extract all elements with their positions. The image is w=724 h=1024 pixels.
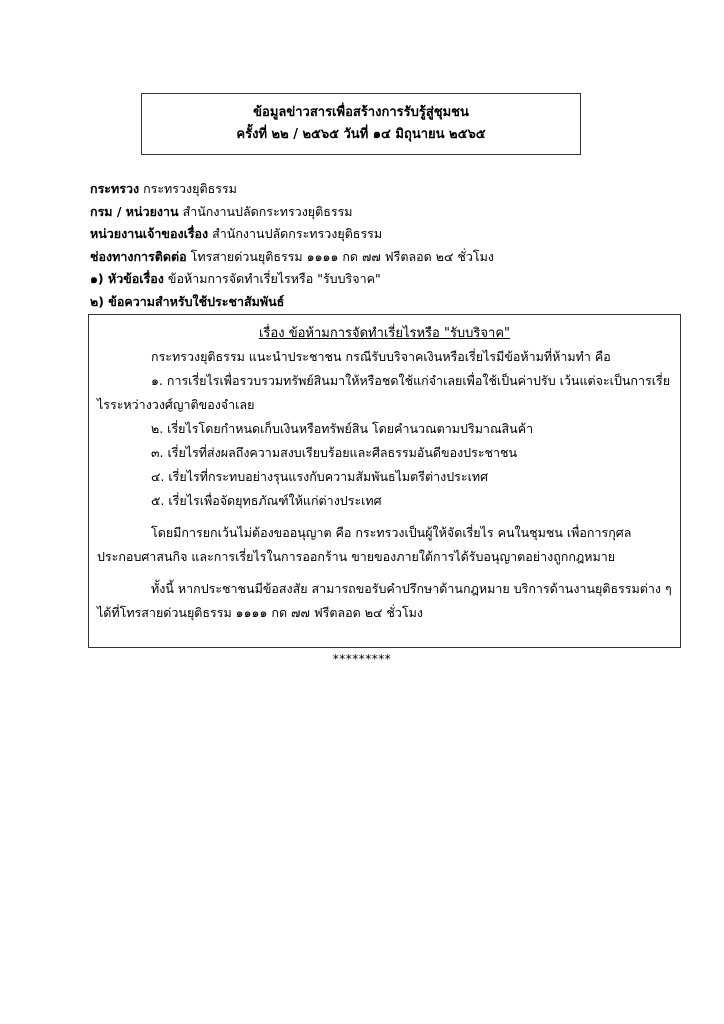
- topic-label: ๑) หัวข้อเรื่อง: [90, 271, 164, 286]
- header-title: ข้อมูลข่าวสารเพื่อสร้างการรับรู้สู่ชุมชน: [253, 105, 469, 120]
- department-value: สำนักงานปลัดกระทรวงยุติธรรม: [182, 203, 353, 219]
- header-issue-date: ครั้งที่ ๒๒ / ๒๕๖๕ วันที่ ๑๔ มิถุนายน ๒๕๖๕: [236, 127, 486, 142]
- content-intro: กระทรวงยุติธรรม แนะนำประชาชน กรณีรับบริจาคเงินหรือเรี่ยไรมีข้อห้ามที่ห้ามทำ คือ: [151, 349, 611, 364]
- content-item-3: ๓. เรี่ยไรที่ส่งผลถึงความสงบเรียบร้อยและศีลธรรมอันดีของประชาชน: [151, 445, 518, 460]
- content-title: เรื่อง ข้อห้ามการจัดทำเรี่ยไรหรือ "รับบริจาค": [258, 326, 511, 341]
- meta-pr: [90, 291, 690, 314]
- ministry-value: กระทรวงยุติธรรม: [143, 181, 237, 196]
- meta-ministry: [90, 178, 690, 201]
- pr-label: ๒) ข้อความสำหรับใช้ประชาสัมพันธ์: [90, 293, 285, 309]
- header-box: [141, 93, 581, 155]
- content-item-4: ๔. เรี่ยไรที่กระทบอย่างรุนแรงกับความสัมพันธไมตรีต่างประเทศ: [151, 469, 489, 484]
- meta-topic: [90, 268, 690, 291]
- content-exception: โดยมีการยกเว้นไม่ต้องขออนุญาต คือ กระทรวงเป็นผู้ให้จัดเรี่ยไร คนในชุมชน เพื่อการกุศลประกอบศาสนกิจ และการเรี่ยไรในการออกร้าน ขายของภายใต้การได้รับอนุญาตอย่างถูกกฎหมาย: [97, 525, 632, 564]
- department-label: กรม / หน่วยงาน: [90, 203, 179, 219]
- topic-value: ข้อห้ามการจัดทำเรี่ยไรหรือ "รับบริจาค": [167, 271, 381, 286]
- ministry-label: กระทรวง: [90, 181, 140, 196]
- owner-label: หน่วยงานเจ้าของเรื่อง: [90, 226, 209, 241]
- contact-value: โทรสายด่วนยุติธรรม ๑๑๑๑ กด ๗๗ ฟรีตลอด ๒๔ ชั่วโมง: [190, 248, 494, 264]
- content-closing: ทั้งนี้ หากประชาชนมีข้อสงสัย สามารถขอรับคำปรึกษาด้านกฎหมาย บริการด้านงานยุติธรรมต่าง ๆ ได้ที่โทรสายด่วนยุติธรรม ๑๑๑๑ กด ๗๗ ฟรีตลอด ๒๔ ชั่วโมง: [97, 581, 672, 620]
- content-item-5: ๕. เรี่ยไรเพื่อจัดยุทธภัณฑ์ให้แก่ต่างประเทศ: [151, 493, 382, 508]
- meta-section: [90, 178, 690, 313]
- pr-content-box: [88, 314, 681, 648]
- meta-owner: [90, 223, 690, 246]
- end-marker: *********: [332, 652, 392, 666]
- content-item-1: ๑. การเรี่ยไรเพื่อรวบรวมทรัพย์สินมาให้หรือชดใช้แก่จำเลยเพื่อใช้เป็นค่าปรับ เว้นแต่จะเป็นการเรี่ยไรระหว่างวงศ์ญาติของจำเลย: [97, 373, 671, 412]
- meta-department: [90, 201, 690, 224]
- contact-label: ช่องทางการติดต่อ: [90, 248, 187, 264]
- owner-value: สำนักงานปลัดกระทรวงยุติธรรม: [212, 226, 383, 241]
- meta-contact: [90, 246, 690, 269]
- content-item-2: ๒. เรี่ยไรโดยกำหนดเก็บเงินหรือทรัพย์สิน โดยคำนวณตามปริมาณสินค้า: [151, 421, 534, 436]
